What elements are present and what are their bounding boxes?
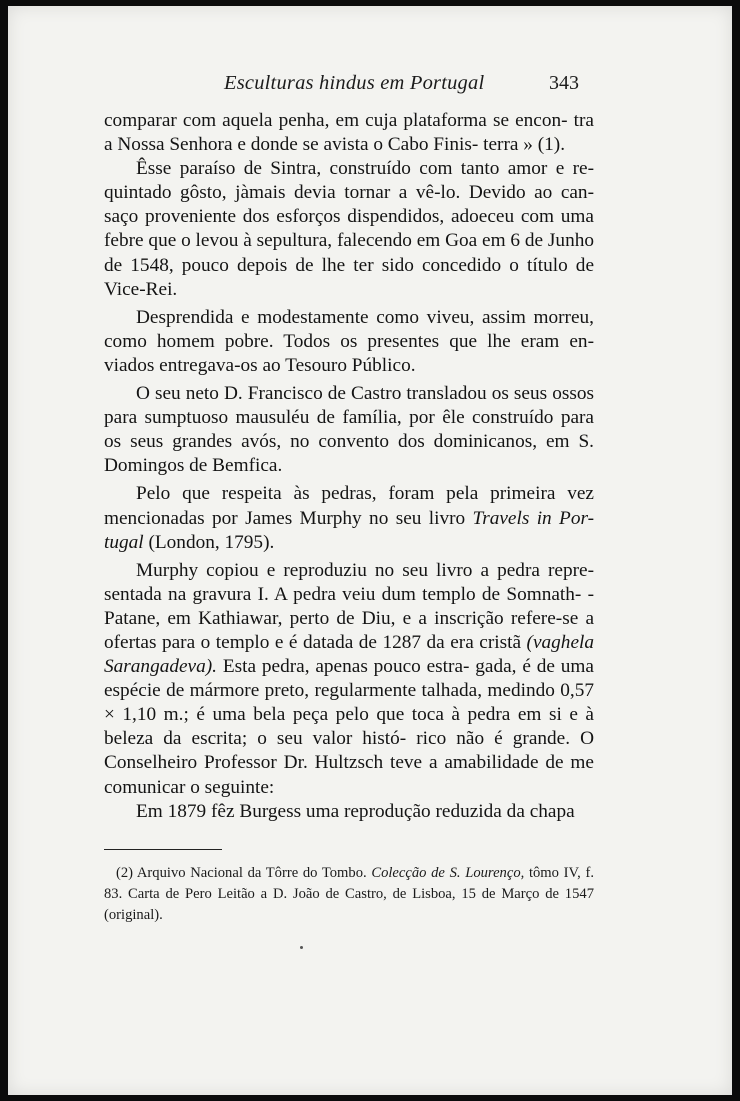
text-line: -Patane, em Kathiawar, perto de Diu, e a inscrição refere-se [104,583,595,629]
text-line: tra a Nossa Senhora e donde se avista o Cabo Finis- [104,110,594,156]
paragraph-5 [104,482,594,554]
text-line: (London, 1795). [143,531,275,553]
footnote-text-cont: tômo IV, f. 83. Carta de Pero Leitão a D. João de Castro, de Lisboa, 15 de Março de 1547 (original). [104,865,594,923]
footnote-rule [104,849,222,850]
page-number: 343 [549,72,579,94]
paragraph-3 [104,306,594,378]
footnote [104,863,594,926]
paragraph-1 [104,109,594,157]
text-line: teve a amabilidade de me comunicar o seguinte: [104,752,594,798]
text-line: ossos para sumptuoso mausuléu de família, por êle construído [104,383,594,429]
text-line: Murphy copiou e reproduziu no seu livro a pedra repre- [136,559,594,581]
text-line: Em 1879 fêz Burgess uma reprodução reduzida da chapa [136,800,575,822]
footnote-italic: Colecção de S. Lourenço, [371,865,525,881]
text-line: Esta pedra, apenas pouco estra- [217,656,470,678]
text-line: em S. Domingos de Bemfica. [104,431,594,477]
print-speck [300,946,303,949]
book-title: Travels in Por- [472,507,595,529]
running-title: Esculturas hindus em Portugal [224,72,485,94]
text-line: comparar com aquela penha, em cuja plataforma se encon- [104,110,568,131]
paragraph-6 [104,559,594,800]
text-line: sentada na gravura I. A pedra veiu dum templo de Somnath- [104,583,582,605]
text-line: como homem pobre. Todos os presentes que lhe eram en- [104,330,594,352]
text-line: mencionadas por James Murphy no seu livro [104,507,473,529]
footnote-text: (2) Arquivo Nacional da Tôrre do Tombo. [116,865,372,881]
paragraph-7 [104,800,594,824]
paragraph-4 [104,382,594,478]
text-line: título de Vice-Rei. [104,254,595,300]
text-line: Êsse paraíso de Sintra, construído com tanto amor e re- [136,158,594,180]
book-title-cont: tugal [104,531,144,553]
text-line: para os seus grandes avós, no convento dos dominicanos, [104,407,594,453]
text-line: O seu neto D. Francisco de Castro transladou os seus [136,383,548,405]
text-line: talhada, medindo 0,57 × 1,10 m.; é uma bela peça pelo que [104,680,594,726]
text-line: toca à pedra em si e à beleza da escrita; o seu valor histó- [104,704,594,750]
italic-phrase: (vaghela Sarangadeva). [104,631,595,678]
text-line: gada, é de uma espécie de mármore preto, regularmente [104,656,594,702]
body-text [104,109,594,824]
text-line: Pelo que respeita às pedras, foram pela primeira vez [136,483,594,505]
page-header [8,72,732,102]
text-line: saço proveniente dos esforços dispendidos, adoeceu com uma [104,206,594,228]
book-page [8,6,732,1095]
text-line: a ofertas para o templo e é datada de 1287 da era cristã [104,607,594,653]
text-line: viados entregava-os ao Tesouro Público. [104,354,416,376]
text-line: rico não é grande. O Conselheiro Professor Dr. Hultzsch [104,728,594,774]
text-line: terra » (1). [483,134,566,156]
text-line: Junho de 1548, pouco depois de lhe ter sido concedido o [104,230,594,276]
text-line: febre que o levou à sepultura, falecendo em Goa em 6 de [104,230,544,252]
text-line: Desprendida e modestamente como viveu, assim morreu, [136,306,594,328]
text-line: quintado gôsto, jàmais devia tornar a vê-lo. Devido ao can- [104,182,594,204]
paragraph-2 [104,157,594,302]
